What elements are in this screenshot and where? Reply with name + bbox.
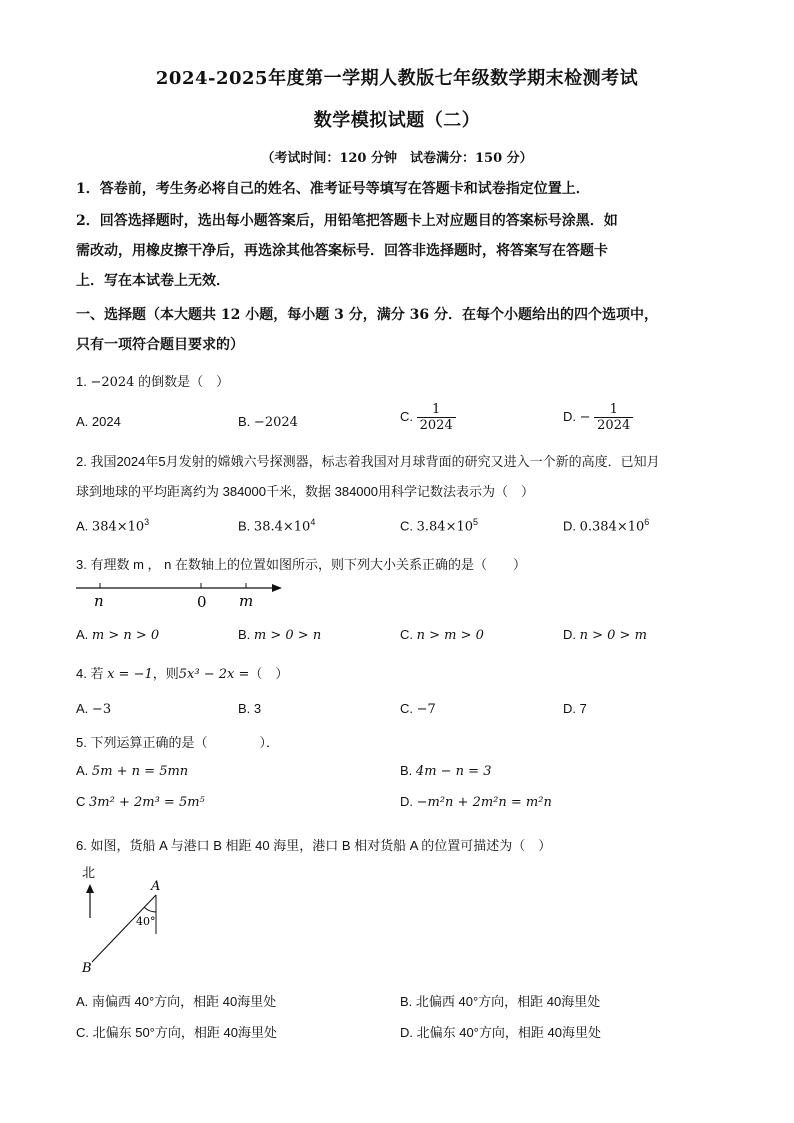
q5-d-label: D.	[400, 794, 413, 809]
q1-number: 1.	[76, 374, 87, 389]
q2-a-exponent: 3	[144, 517, 150, 527]
q5-option-c	[76, 794, 205, 810]
q1-option-d	[563, 402, 633, 433]
point-a-label: A	[151, 879, 161, 894]
q1-option-b	[238, 414, 298, 430]
q5-a-label: A.	[76, 763, 89, 778]
q4-c-label: C.	[400, 701, 413, 716]
q2-a-base: 384×10	[91, 519, 145, 535]
q5-text: 5. 下列运算正确的是（ ）．	[76, 735, 279, 750]
q2-option-d	[563, 517, 649, 534]
q1-option-c	[400, 402, 456, 433]
q4-a-value: −3	[91, 702, 112, 717]
q2-option-a	[76, 517, 149, 534]
q5-b-value: 4m − n = 3	[415, 764, 492, 779]
question-1	[76, 371, 229, 390]
q3-option-a	[76, 627, 159, 643]
north-arrow-head	[86, 884, 94, 893]
q1-d-fraction	[594, 402, 633, 433]
q1-c-numerator: 1	[417, 402, 456, 418]
q1-b-value: −2024	[253, 415, 298, 430]
q3-b-label: B.	[238, 627, 251, 642]
q3-text: 3. 有理数 m ， n 在数轴上的位置如图所示，则下列大小关系正确的是（ ）	[76, 557, 526, 572]
q1-c-denominator: 2024	[419, 418, 453, 433]
q4-condition: x = −1	[107, 667, 153, 682]
label-m: m	[239, 592, 254, 610]
instruction-2-line1: 2．回答选择题时，选出每小题答案后，用铅笔把答题卡上对应题目的答案标号涂黑．如	[76, 213, 618, 229]
q2-d-exponent: 6	[644, 517, 650, 527]
instruction-2-line3: 上．写在本试卷上无效．	[76, 273, 230, 289]
q3-c-value: n > m > 0	[416, 628, 484, 643]
q1-expression: −2024	[90, 375, 135, 390]
q4-mid: ，则	[152, 666, 179, 681]
q3-option-b	[238, 627, 321, 643]
q3-c-label: C.	[400, 627, 413, 642]
north-label: 北	[82, 866, 96, 881]
q2-c-base: 3.84×10	[416, 519, 474, 535]
section-heading-line2: 只有一项符合题目要求的）	[76, 337, 244, 353]
exam-info: （考试时间：120 分钟 试卷满分：150 分）	[261, 151, 533, 166]
q6-option-d: D. 北偏东 40°方向，相距 40海里处	[400, 1025, 601, 1040]
q5-option-b	[400, 763, 491, 779]
q2-b-exponent: 4	[310, 517, 316, 527]
q4-suffix: （ ）	[249, 666, 289, 681]
q1-option-a: A. 2024	[76, 414, 121, 429]
section-heading-line1: 一、选择题（本大题共 12 小题，每小题 3 分，满分 36 分．在每个小题给出的四个选项中，	[76, 307, 658, 323]
q5-option-d	[400, 794, 552, 810]
q1-c-label: C.	[400, 408, 413, 424]
q2-text-line1: 2. 我国2024年5月发射的嫦娥六号探测器，标志着我国对月球背面的研究又进入一个新的高度．已知月	[76, 454, 660, 469]
angle-arc	[144, 907, 156, 912]
label-n: n	[94, 592, 104, 610]
q5-c-label: C	[76, 794, 86, 809]
label-zero: 0	[197, 593, 207, 611]
q5-b-label: B.	[400, 763, 413, 778]
q2-d-base: 0.384×10	[579, 519, 645, 535]
q4-a-label: A.	[76, 701, 89, 716]
q4-option-c	[400, 701, 436, 717]
segment-ab	[92, 895, 156, 962]
q1-b-label: B.	[238, 414, 251, 429]
q2-b-label: B.	[238, 518, 251, 534]
q2-d-label: D.	[563, 518, 576, 534]
q4-option-d: D. 7	[563, 701, 587, 716]
q6-text: 6. 如图，货船 A 与港口 B 相距 40 海里，港口 B 相对货船 A 的位置可描述为（ ）	[76, 838, 552, 853]
q2-c-exponent: 5	[473, 517, 479, 527]
q6-option-b: B. 北偏西 40°方向，相距 40海里处	[400, 994, 601, 1009]
q5-option-a	[76, 763, 188, 779]
q4-option-a	[76, 701, 111, 717]
q4-option-b: B. 3	[238, 701, 262, 716]
question-4	[76, 663, 288, 682]
point-b-label: B	[82, 961, 92, 976]
q2-option-b	[238, 517, 315, 534]
q6-diagram	[78, 862, 188, 980]
q3-b-value: m > 0 > n	[253, 628, 322, 643]
q1-d-numerator: 1	[594, 402, 633, 418]
q4-expression: 5x³ − 2x =	[178, 667, 250, 682]
instruction-2-line2: 需改动，用橡皮擦干净后，再选涂其他答案标号．回答非选择题时，将答案写在答题卡	[76, 243, 608, 259]
q1-c-fraction	[417, 402, 456, 433]
q3-a-label: A.	[76, 627, 89, 642]
q3-option-d	[563, 627, 647, 643]
q1-d-sign: −	[579, 409, 591, 425]
q2-a-label: A.	[76, 518, 89, 534]
q3-d-value: n > 0 > m	[579, 628, 647, 643]
q4-prefix: 4. 若	[76, 666, 104, 681]
q6-option-c: C. 北偏东 50°方向，相距 40海里处	[76, 1025, 277, 1040]
q3-option-c	[400, 627, 484, 643]
q2-c-label: C.	[400, 518, 413, 534]
q3-a-value: m > n > 0	[91, 628, 160, 643]
q1-d-denominator: 2024	[597, 418, 631, 433]
q6-option-a: A. 南偏西 40°方向，相距 40海里处	[76, 994, 277, 1009]
exam-title: 2024-2025年度第一学期人教版七年级数学期末检测考试	[155, 68, 639, 89]
q5-a-value: 5m + n = 5mn	[91, 764, 189, 779]
q2-option-c	[400, 517, 478, 534]
q4-c-value: −7	[416, 702, 436, 717]
exam-subtitle: 数学模拟试题（二）	[313, 110, 481, 131]
q5-d-value: −m²n + 2m²n = m²n	[416, 795, 552, 810]
q2-text-line2: 球到地球的平均距离约为 384000千米，数据 384000用科学记数法表示为（ ）	[76, 484, 534, 499]
instruction-1: 1．答卷前，考生务必将自己的姓名、准考证号等填写在答题卡和试卷指定位置上．	[76, 181, 590, 197]
q3-number-line	[70, 577, 290, 613]
number-line-arrow	[272, 584, 282, 592]
angle-label: 40°	[136, 915, 156, 928]
q1-text: 的倒数是（ ）	[138, 374, 230, 389]
q3-d-label: D.	[563, 627, 576, 642]
q5-c-value: 3m² + 2m³ = 5m⁵	[89, 795, 205, 810]
q2-b-base: 38.4×10	[253, 519, 311, 535]
q1-d-label: D.	[563, 408, 576, 424]
